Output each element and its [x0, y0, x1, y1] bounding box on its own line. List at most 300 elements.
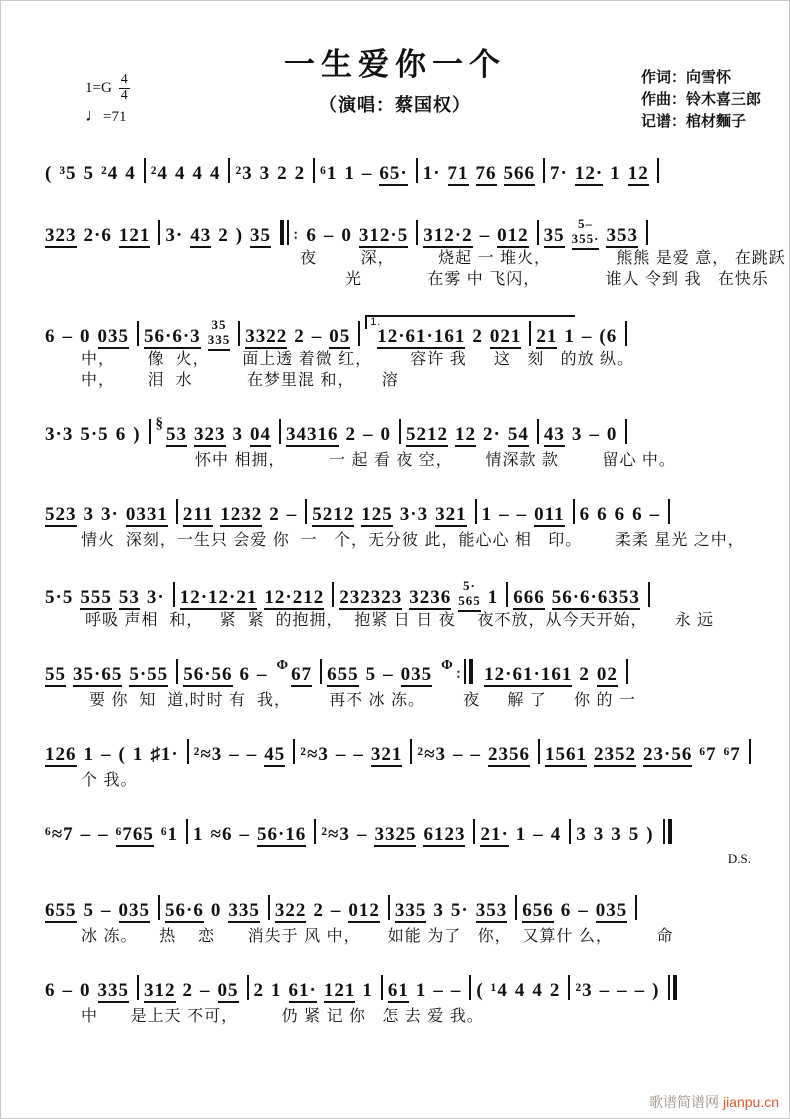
- note-token: ⁶≈7: [45, 824, 74, 845]
- note-token: –: [453, 744, 464, 765]
- watermark: [649, 1092, 779, 1112]
- note-token: 12·212: [264, 586, 325, 608]
- note-token: 2: [277, 163, 288, 184]
- note-token: 1: [193, 824, 204, 845]
- lyricist-credit: 作词：向雪怀: [640, 69, 731, 86]
- note-token: 523: [45, 504, 77, 525]
- barline: [320, 659, 322, 684]
- barline: [416, 158, 418, 183]
- note-token: 2·6: [83, 224, 112, 246]
- key-label: 1=G: [85, 79, 112, 96]
- note-token: 2·: [483, 424, 501, 445]
- note-token: 4: [174, 163, 186, 184]
- barline: [648, 582, 650, 607]
- note-token: –: [533, 824, 544, 845]
- barline: [625, 419, 627, 444]
- barline: [646, 220, 648, 245]
- notes-row: [45, 562, 763, 610]
- note-token: ³5: [59, 163, 77, 184]
- meter-denominator: 4: [120, 87, 128, 103]
- note-token: 322: [274, 900, 307, 921]
- note-token: 2: [182, 980, 193, 1001]
- note-token: 121: [323, 980, 356, 1001]
- note-token: ≈6: [210, 824, 233, 845]
- note-token: ²≈3: [321, 824, 350, 845]
- note-token: 011: [534, 504, 565, 525]
- note-token: 5: [83, 900, 94, 921]
- note-token: 6123: [423, 824, 466, 845]
- note-token: 76: [475, 163, 497, 184]
- note-token: 3322: [245, 325, 288, 347]
- note-token: 5212: [312, 504, 355, 525]
- repeat-barline: [464, 659, 473, 684]
- barline: [144, 158, 146, 183]
- note-token: –: [470, 744, 482, 765]
- lyrics-row: 中， 像 火， 面上透 着微 红， 容许 我 这 刻 的放 纵。: [81, 351, 635, 368]
- note-token: –: [589, 424, 600, 445]
- note-token: –: [479, 224, 491, 246]
- note-token: –: [450, 980, 462, 1001]
- final-barline: [663, 819, 672, 844]
- note-token: ): [652, 980, 660, 1001]
- system-row: [45, 878, 763, 947]
- note-token: ⁶1: [320, 163, 338, 184]
- note-token: 6: [45, 980, 56, 1001]
- volta-bracket: 1.: [365, 315, 575, 329]
- note-token: 6: [45, 325, 56, 347]
- notes-row: [45, 301, 763, 349]
- note-token: 012: [497, 224, 529, 246]
- note-token: 04: [250, 424, 272, 445]
- note-token: –: [239, 824, 250, 845]
- note-token: ): [133, 424, 141, 445]
- note-token: 1: [481, 504, 493, 525]
- note-token: 335: [228, 900, 260, 921]
- note-token: 2: [253, 980, 264, 1001]
- note-token: 566: [503, 163, 536, 184]
- barline: [186, 819, 188, 844]
- note-token: 02: [596, 664, 618, 685]
- note-token: 5212: [406, 424, 449, 445]
- system-row: [45, 722, 763, 791]
- note-token: 1: [610, 163, 621, 184]
- system-row: [45, 402, 763, 471]
- stack-bottom: 335: [208, 333, 231, 351]
- note-token: –: [361, 163, 373, 184]
- note-token: 312: [144, 980, 176, 1001]
- stacked-notes: [458, 579, 481, 612]
- note-token: ♯1·: [150, 744, 179, 765]
- barline: [475, 499, 477, 524]
- note-token: 323: [194, 424, 226, 445]
- barline: [293, 739, 295, 764]
- note-token: –: [101, 744, 112, 765]
- note-token: –: [62, 325, 73, 347]
- barline: [173, 582, 175, 607]
- notes-row: [45, 958, 763, 1006]
- lyrics-row: 冰 冻。 热 恋 消失于 风 中， 如能 为了 你， 又算什 么， 命: [81, 928, 674, 945]
- note-token: 2: [472, 325, 483, 347]
- note-token: 4: [532, 980, 543, 1001]
- note-token: 012: [348, 900, 380, 921]
- lyrics-row: 呼吸 声相 和， 紧 紧 的抱拥， 抱紧 日 日 夜 夜不放，从今天开始， 永 远: [85, 612, 715, 629]
- note-token: 34316: [286, 424, 339, 445]
- note-token: –: [581, 325, 593, 347]
- note-token: ⁶7: [723, 744, 741, 765]
- note-token: 6: [560, 900, 572, 921]
- note-token: 3: [571, 424, 583, 445]
- note-token: 12·: [574, 163, 604, 184]
- barline: [635, 895, 637, 920]
- lyrics-row: 情火 深刻，一生只 会爱 你 一 个，无分彼 此，能心心 相 印。 柔柔 星光 之中，: [81, 532, 745, 549]
- note-token: 53: [166, 424, 188, 445]
- note-token: 05: [217, 980, 239, 1001]
- note-token: –: [330, 900, 342, 921]
- note-token: 3: [593, 824, 605, 845]
- note-token: 035: [97, 325, 129, 347]
- note-token: –: [286, 504, 298, 525]
- note-token: 353: [606, 224, 638, 246]
- time-signature: [119, 73, 130, 103]
- note-token: (: [118, 744, 126, 765]
- note-token: 56·6·6353: [551, 586, 640, 608]
- note-token: 321: [370, 744, 403, 765]
- note-token: ⁶1: [160, 824, 179, 845]
- barline: [668, 499, 670, 524]
- barline: [149, 419, 151, 444]
- note-token: 65·: [379, 163, 408, 184]
- stack-top: 5–: [578, 216, 594, 231]
- note-token: 6: [306, 224, 317, 246]
- watermark-site-url: jianpu.cn: [722, 1094, 779, 1110]
- lyrics-row: 个 我。: [81, 772, 138, 789]
- note-token: –: [62, 980, 73, 1001]
- note-token: 5: [83, 163, 95, 184]
- note-token: –: [257, 664, 268, 685]
- note-token: 1·: [422, 163, 441, 184]
- note-token: 1: [271, 980, 282, 1001]
- system-row: [45, 200, 786, 290]
- barline: [568, 975, 570, 1000]
- barline: [388, 895, 390, 920]
- barline: [469, 975, 471, 1000]
- note-token: 2: [218, 224, 229, 246]
- note-token: 21·: [480, 824, 509, 845]
- note-token: 5·55: [129, 664, 169, 685]
- note-token: 6: [614, 504, 626, 525]
- dal-segno-mark: D.S.: [727, 851, 751, 866]
- note-token: ²≈3: [417, 744, 447, 765]
- note-token: –: [101, 900, 112, 921]
- note-token: 3: [611, 824, 622, 845]
- note-token: 3: [259, 163, 271, 184]
- lyrics-row: 光 在雾 中 飞闪， 谁人 令到 我 在快乐: [345, 271, 769, 288]
- note-token: (: [476, 980, 484, 1001]
- barline: [332, 582, 334, 607]
- note-token: 2: [313, 900, 324, 921]
- tempo-value: =71: [103, 109, 127, 126]
- note-token: 3·3: [399, 504, 429, 525]
- note-token: 61: [387, 980, 409, 1001]
- notes-row: [45, 722, 763, 770]
- note-token: 1: [415, 980, 427, 1001]
- repeat-dots: ∶: [456, 667, 462, 682]
- note-token: 125: [361, 504, 393, 525]
- lyrics-row: 中， 泪 水 在梦里混 和， 溶: [81, 372, 399, 389]
- coda-icon: Φ: [276, 658, 290, 673]
- note-token: –: [229, 744, 240, 765]
- note-token: 1: [83, 744, 94, 765]
- note-token: 323: [45, 224, 77, 246]
- note-token: 05: [329, 325, 351, 347]
- note-token: 0331: [125, 504, 168, 525]
- meter-numerator: 4: [120, 72, 128, 87]
- barline: [543, 158, 545, 183]
- barline: [515, 895, 517, 920]
- note-token: –: [80, 824, 92, 845]
- barline: [416, 220, 418, 245]
- note-token: –: [363, 424, 374, 445]
- score: [1, 141, 789, 1027]
- note-token: 321: [435, 504, 467, 525]
- note-token: 312·2: [423, 224, 473, 246]
- stack-bottom: 355·: [572, 232, 600, 250]
- note-token: –: [383, 664, 394, 685]
- notes-row: [45, 482, 763, 530]
- note-token: 2: [579, 664, 590, 685]
- note-token: 2: [294, 163, 306, 184]
- note-token: 232323: [339, 586, 403, 608]
- note-token: 5: [365, 664, 377, 685]
- barline: [399, 419, 401, 444]
- note-token: 5: [628, 824, 640, 845]
- quarter-note-icon: ♩: [85, 105, 103, 126]
- note-token: 56·6·3: [144, 325, 201, 347]
- note-token: ⁶765: [115, 824, 154, 845]
- note-token: –: [649, 504, 661, 525]
- note-token: –: [98, 824, 109, 845]
- lyrics-row: 中 是上天 不可， 仍 紧 记 你 怎 去 爱 我。: [81, 1008, 484, 1025]
- note-token: 53: [118, 586, 140, 608]
- note-token: 35: [543, 224, 565, 246]
- note-token: 0: [380, 424, 392, 445]
- note-token: 035: [400, 664, 433, 685]
- note-token: 666: [513, 586, 545, 608]
- barline: [305, 499, 307, 524]
- note-token: 1: [564, 325, 575, 347]
- barline: [313, 158, 315, 183]
- note-token: 655: [327, 664, 359, 685]
- note-token: 2352: [594, 744, 637, 765]
- barline: [176, 659, 178, 684]
- note-token: 0: [210, 900, 222, 921]
- barline: [506, 582, 508, 607]
- note-token: 126: [45, 744, 77, 765]
- note-token: 656: [522, 900, 554, 921]
- note-token: 2356: [488, 744, 531, 765]
- lyrics-row: 怀中 相拥， 一 起 看 夜 空， 情深款 款 留心 中。: [195, 452, 676, 469]
- notes-row: [45, 141, 763, 189]
- transcriber-credit: 记谱：棺材麵子: [640, 112, 746, 130]
- note-token: 035: [595, 900, 628, 921]
- note-token: –: [499, 504, 510, 525]
- note-token: 23·56: [643, 744, 693, 765]
- barline: [749, 739, 751, 764]
- coda-icon: Φ: [441, 658, 454, 673]
- note-token: 2: [269, 504, 280, 525]
- note-token: 12: [627, 163, 649, 184]
- note-token: 3: [232, 424, 244, 445]
- note-token: 5·5: [80, 424, 109, 445]
- barline: [158, 220, 160, 245]
- note-token: 21: [536, 325, 558, 347]
- note-token: 4: [209, 163, 221, 184]
- note-token: 1: [344, 163, 355, 184]
- barline: [381, 975, 383, 1000]
- barline: [625, 321, 627, 346]
- lyrics-row: 夜 深， 烧起 一 堆火， 熊熊 是爱 意， 在跳跃: [300, 250, 786, 267]
- note-token: 1: [487, 586, 499, 608]
- note-token: 3·3: [45, 424, 74, 445]
- note-token: 35: [250, 224, 272, 246]
- note-token: –: [311, 325, 323, 347]
- note-token: 55: [45, 664, 66, 685]
- barline: [238, 321, 240, 346]
- note-token: –: [433, 980, 444, 1001]
- note-token: 3: [433, 900, 444, 921]
- note-token: 121: [118, 224, 151, 246]
- barline: [626, 659, 628, 684]
- stacked-notes: [208, 318, 231, 351]
- system-row: [45, 802, 763, 867]
- note-token: –: [356, 824, 368, 845]
- note-token: ²3: [235, 163, 253, 184]
- note-token: 12·61·161: [377, 325, 466, 347]
- barline: [247, 975, 249, 1000]
- stack-top: 5·: [463, 578, 476, 593]
- note-token: ⁶7: [699, 744, 717, 765]
- system-row: [45, 958, 763, 1027]
- barline: [358, 321, 360, 346]
- barline: [279, 419, 281, 444]
- barline: [657, 158, 659, 183]
- barline: [314, 819, 316, 844]
- watermark-site-name: 歌谱简谱网: [649, 1094, 720, 1110]
- barline: [137, 975, 139, 1000]
- note-token: 5·: [450, 900, 469, 921]
- note-token: 1561: [545, 744, 588, 765]
- note-token: 56·16: [256, 824, 307, 845]
- note-token: 0: [80, 325, 91, 347]
- barline: [268, 895, 270, 920]
- note-token: 655: [45, 900, 77, 921]
- note-token: 353: [475, 900, 508, 921]
- note-token: –: [617, 980, 628, 1001]
- note-token: ¹4: [490, 980, 508, 1001]
- note-token: 312·5: [358, 224, 409, 246]
- notes-row: [45, 200, 763, 248]
- note-token: –: [353, 744, 364, 765]
- note-token: 12·61·161: [484, 664, 573, 685]
- composer-credit: 作曲：铃木喜三郎: [640, 90, 761, 108]
- stack-top: 35: [211, 317, 227, 332]
- stack-bottom: 565: [458, 594, 481, 612]
- note-token: 3·: [146, 586, 165, 608]
- repeat-end: [456, 659, 477, 684]
- notes-row: [45, 802, 763, 850]
- note-token: 3: [576, 824, 587, 845]
- system-row: [45, 642, 763, 711]
- system-row: [45, 482, 763, 551]
- note-token: ²4: [150, 163, 168, 184]
- note-token: 43: [190, 224, 212, 246]
- note-token: –: [335, 744, 347, 765]
- note-token: 3325: [374, 824, 417, 845]
- note-token: (6: [599, 325, 618, 347]
- repeat-barline: [280, 220, 289, 245]
- note-token: 35·65: [73, 664, 123, 685]
- note-token: 6: [597, 504, 608, 525]
- note-token: ): [646, 824, 654, 845]
- note-token: 2: [345, 424, 357, 445]
- note-token: 7·: [550, 163, 568, 184]
- key-signature-block: [85, 73, 130, 126]
- note-token: –: [634, 980, 646, 1001]
- note-token: 6: [115, 424, 127, 445]
- note-token: 6: [632, 504, 643, 525]
- notes-row: [45, 878, 763, 926]
- barline: [569, 819, 571, 844]
- note-token: –: [599, 980, 611, 1001]
- system-row: [45, 141, 763, 189]
- note-token: 2: [294, 325, 305, 347]
- barline: [228, 158, 230, 183]
- note-token: ²≈3: [193, 744, 223, 765]
- stacked-notes: [572, 217, 600, 250]
- note-token: 4: [192, 163, 203, 184]
- note-token: –: [200, 980, 211, 1001]
- note-token: ²4: [101, 163, 119, 184]
- note-token: 12·12·21: [179, 586, 258, 608]
- repeat-start: [278, 220, 299, 245]
- note-token: 3236: [409, 586, 452, 608]
- note-token: –: [578, 900, 589, 921]
- note-token: 61·: [288, 980, 317, 1001]
- barline: [573, 499, 575, 524]
- note-token: 56·56: [183, 664, 233, 685]
- note-token: ²3: [575, 980, 593, 1001]
- note-token: 67: [291, 664, 313, 685]
- note-token: 71: [447, 163, 469, 184]
- tempo-marking: [85, 105, 130, 126]
- notes-row: [45, 642, 763, 690]
- barline: [158, 895, 160, 920]
- barline: [538, 739, 540, 764]
- note-token: (: [45, 163, 53, 184]
- note-token: 1: [362, 980, 373, 1001]
- note-token: 0: [341, 224, 352, 246]
- performer-subtitle: （演唱：蔡国权）: [319, 95, 471, 115]
- note-token: ²≈3: [300, 744, 329, 765]
- note-token: 1: [515, 824, 527, 845]
- barline: [176, 499, 178, 524]
- credits-block: [641, 67, 761, 132]
- note-token: 1: [132, 744, 144, 765]
- final-barline: [668, 975, 677, 1000]
- note-token: 0: [80, 980, 91, 1001]
- lyrics-row: 要 你 知 道,时时 有 我， 再不 冰 冻。 夜 解 了 你 的 一: [89, 692, 636, 709]
- barline: [137, 321, 139, 346]
